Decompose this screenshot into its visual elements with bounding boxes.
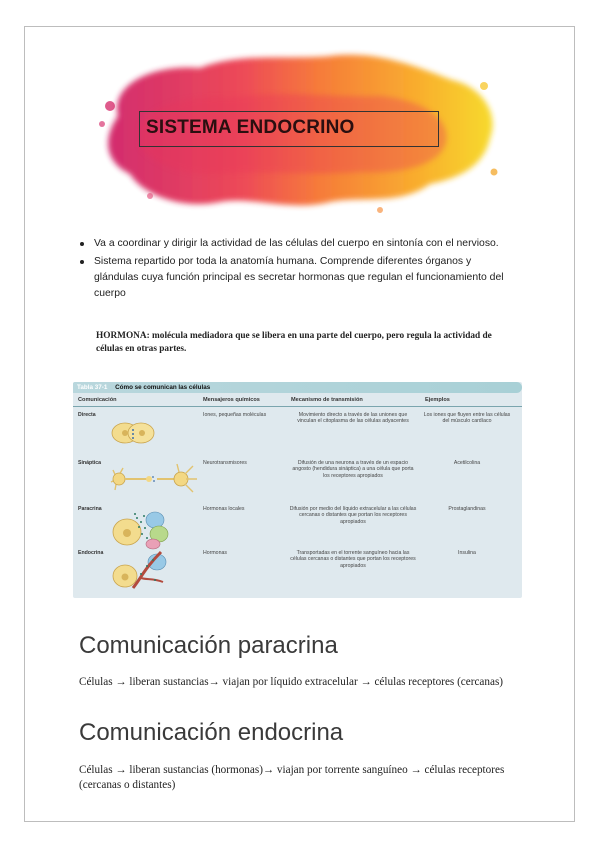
column-header: Comunicación [78,397,117,403]
row-examples: Prostaglandinas [448,506,486,512]
header-divider [73,406,522,407]
column-header: Ejemplos [425,397,450,403]
bullet-item: Va a coordinar y dirigir la actividad de las células del cuerpo en sintonía con el nervioso. [78,236,508,252]
endocrine-cells-illustration [111,548,171,590]
section-heading-paracrina: Comunicación paracrina [79,632,338,659]
column-header: Mecanismo de transmisión [291,397,363,403]
row-mechanism: Transportadas en el torrente sanguíneo hacia las células cercanas o distantes que portan los receptores apropiados [290,550,416,569]
intro-bullet-list [78,236,508,304]
table-caption: Cómo se comunican las células [115,384,211,391]
row-examples: Los iones que fluyen entre las células del músculo cardíaco [423,412,511,425]
row-name: Directa [78,412,96,418]
synaptic-neurons-illustration [109,462,199,496]
section-text-endocrina: Células → liberan sustancias (hormonas)→ viajan por torrente sanguíneo → células receptores (cercanas o distantes) [79,764,505,791]
cell-communication-table [73,382,522,598]
table-number: Tabla 37-1 [77,384,108,391]
table-title-bar [73,382,522,393]
hormona-definition [96,330,496,356]
row-mechanism: Difusión de una neurona a través de un espacio angosto (hendidura sináptica) a una célula que porta los receptores apropiados [292,460,414,479]
direct-cells-illustration [109,418,157,446]
hormona-term: HORMONA: [96,331,150,341]
row-mechanism: Difusión por medio del líquido extracelular a las células cercanas o distantes que portan los receptores apropiados [289,506,417,525]
row-messengers: Iones, pequeñas moléculas [203,412,267,418]
section-heading-endocrina: Comunicación endocrina [79,719,344,746]
row-examples: Insulina [458,550,476,556]
row-messengers: Hormonas locales [203,506,245,512]
row-mechanism: Movimiento directo a través de las uniones que vinculan el citoplasma de las células adyacentes [297,412,409,425]
section-text-paracrina: Células → liberan sustancias→ viajan por líquido extracelular → células receptores (cercanas) [79,676,504,688]
row-messengers: Neurotransmisores [203,460,247,466]
row-name: Paracrina [78,506,102,512]
paracrine-cells-illustration [111,508,171,550]
page-title: SISTEMA ENDOCRINO [146,117,355,138]
row-name: Sináptica [78,460,102,466]
column-header: Mensajeros químicos [203,397,260,403]
row-examples: Acetilcolina [453,460,481,466]
bullet-item: Sistema repartido por toda la anatomía humana. Comprende diferentes órganos y glándulas cuya función principal es secretar hormonas que regulan el funcionamiento del cuerpo [78,254,508,302]
row-name: Endocrina [78,550,104,556]
row-messengers: Hormonas [203,550,227,556]
hormona-text: molécula mediadora que se libera en una parte del cuerpo, pero regula la actividad de células en otras partes. [96,331,492,354]
